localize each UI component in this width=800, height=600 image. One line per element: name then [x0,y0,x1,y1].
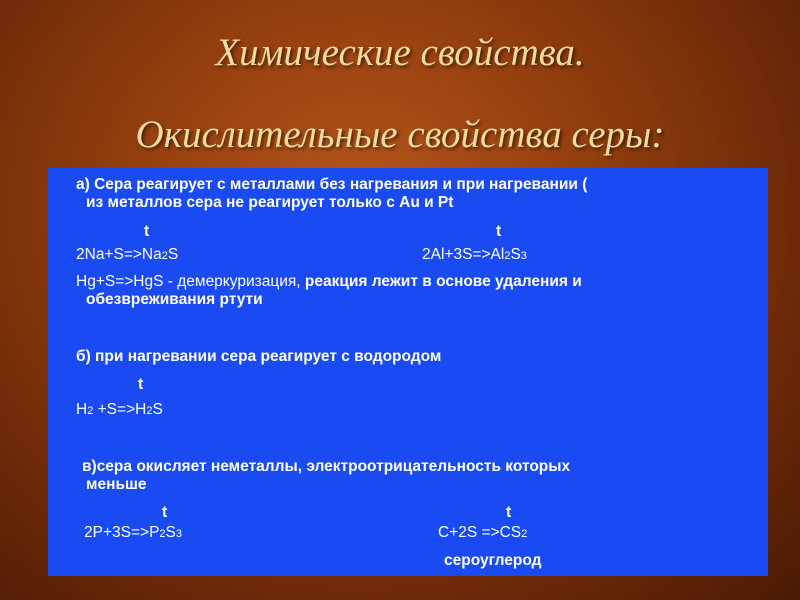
demercurization-line2: обезвреживания ртути [86,291,263,308]
equation-p-s: 2P+3S=>P2S3 [84,524,183,541]
carbon-disulfide-label: сероуглерод [444,552,542,569]
section-a-line2: из металлов сера не реагирует только с Au и Pt [86,194,454,211]
temperature-mark: t [496,223,502,240]
equation-h2-s: H2 +S=>H2S [76,401,163,418]
section-v-line1: в)сера окисляет неметаллы, электроотрицательность которых [82,458,571,475]
slide-subtitle: Окислительные свойства серы: [135,113,665,156]
temperature-mark: t [144,223,150,240]
equation-na-s: 2Na+S=>Na2S [76,246,179,263]
content-panel [48,168,768,576]
slide-title: Химические свойства. [215,31,585,74]
equation-c-s: C+2S =>CS2 [438,524,528,541]
temperature-mark: t [506,504,512,521]
temperature-mark: t [162,504,168,521]
temperature-mark: t [138,376,144,393]
section-v-line2: меньше [86,476,147,493]
equation-al-s: 2Al+3S=>Al2S3 [422,246,527,263]
section-a-line1: а) Сера реагирует с металлами без нагревания и при нагревании ( [76,176,588,193]
equation-hg-s: Hg+S=>HgS - демеркуризация, реакция лежит в основе удаления и [76,273,582,290]
section-b-line: б) при нагревании сера реагирует с водородом [76,348,442,365]
